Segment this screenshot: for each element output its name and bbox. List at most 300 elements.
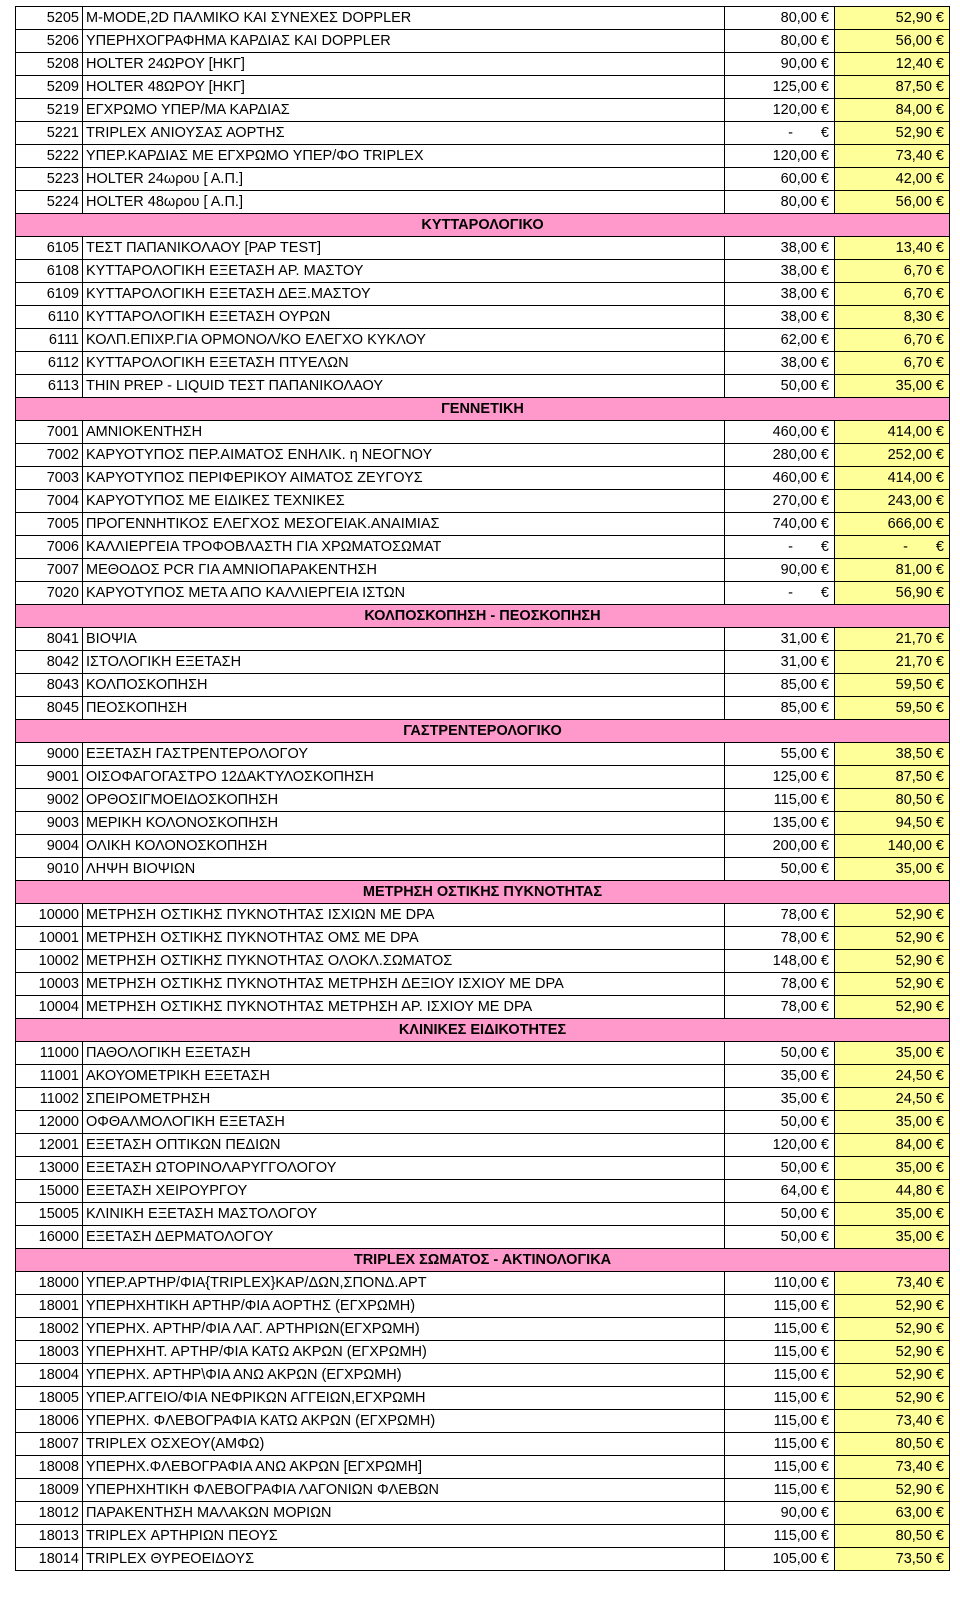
discounted-price-amount: 56,90	[895, 585, 932, 601]
euro-symbol: €	[820, 194, 829, 210]
discounted-price-amount: 81,00	[895, 562, 932, 578]
table-row	[16, 168, 950, 191]
exam-description: ΜΕΤΡΗΣΗ ΟΣΤΙΚΗΣ ΠΥΚΝΟΤΗΤΑΣ ΙΣΧΙΩΝ ΜΕ DPA	[83, 904, 725, 927]
discounted-price-cell	[835, 1134, 950, 1157]
exam-code: 10003	[16, 973, 83, 996]
euro-symbol: €	[820, 125, 829, 141]
table-row	[16, 99, 950, 122]
table-row	[16, 743, 950, 766]
euro-symbol: €	[935, 56, 944, 72]
exam-code: 7004	[16, 490, 83, 513]
list-price-cell	[725, 559, 835, 582]
discounted-price-cell	[835, 812, 950, 835]
discounted-price-amount: 414,00	[887, 424, 932, 440]
table-row	[16, 1157, 950, 1180]
table-row	[16, 789, 950, 812]
exam-description: ΠΑΡΑΚΕΝΤΗΣΗ ΜΑΛΑΚΩΝ ΜΟΡΙΩΝ	[83, 1502, 725, 1525]
exam-description: ΠΑΘΟΛΟΓΙΚΗ ΕΞΕΤΑΣΗ	[83, 1042, 725, 1065]
table-row	[16, 858, 950, 881]
list-price-amount: -	[788, 125, 793, 141]
discounted-price-amount: 52,90	[895, 1390, 932, 1406]
list-price-cell	[725, 329, 835, 352]
list-price-cell	[725, 1525, 835, 1548]
table-row	[16, 53, 950, 76]
euro-symbol: €	[820, 1390, 829, 1406]
euro-symbol: €	[820, 1344, 829, 1360]
exam-description: ΥΠΕΡΗΧ.ΦΛΕΒΟΓΡΑΦΙΑ ΑΝΩ ΑΚΡΩΝ [ΕΓΧΡΩΜΗ]	[83, 1456, 725, 1479]
euro-symbol: €	[935, 1229, 944, 1245]
table-row	[16, 1042, 950, 1065]
euro-symbol: €	[935, 930, 944, 946]
discounted-price-cell	[835, 789, 950, 812]
euro-symbol: €	[820, 953, 829, 969]
euro-symbol: €	[820, 1183, 829, 1199]
discounted-price-cell	[835, 513, 950, 536]
discounted-price-cell	[835, 191, 950, 214]
discounted-price-amount: 52,90	[895, 10, 932, 26]
table-row	[16, 1364, 950, 1387]
euro-symbol: €	[935, 10, 944, 26]
list-price-cell	[725, 444, 835, 467]
exam-description: TRIPLEX ΑΡΤΗΡΙΩΝ ΠΕΟΥΣ	[83, 1525, 725, 1548]
exam-code: 6113	[16, 375, 83, 398]
discounted-price-cell	[835, 122, 950, 145]
list-price-cell	[725, 1548, 835, 1571]
list-price-cell	[725, 1410, 835, 1433]
euro-symbol: €	[820, 1413, 829, 1429]
list-price-cell	[725, 375, 835, 398]
euro-symbol: €	[935, 976, 944, 992]
list-price-cell	[725, 812, 835, 835]
table-row	[16, 1433, 950, 1456]
list-price-cell	[725, 421, 835, 444]
exam-code: 5205	[16, 7, 83, 30]
list-price-cell	[725, 1157, 835, 1180]
euro-symbol: €	[935, 1206, 944, 1222]
discounted-price-cell	[835, 674, 950, 697]
exam-description: ΥΠΕΡΗΧΟΓΡΑΦΗΜΑ ΚΑΡΔΙΑΣ ΚΑΙ DOPPLER	[83, 30, 725, 53]
exam-description: ΚΛΙΝΙΚΗ ΕΞΕΤΑΣΗ ΜΑΣΤΟΛΟΓΟΥ	[83, 1203, 725, 1226]
discounted-price-cell	[835, 1479, 950, 1502]
list-price-cell	[725, 1295, 835, 1318]
table-row	[16, 329, 950, 352]
list-price-cell	[725, 283, 835, 306]
exam-description: ΥΠΕΡ.ΑΓΓΕΙΟ/ΦΙΑ ΝΕΦΡΙΚΩΝ ΑΓΓΕΙΩΝ,ΕΓΧΡΩΜΗ	[83, 1387, 725, 1410]
discounted-price-amount: 56,00	[895, 33, 932, 49]
exam-code: 9010	[16, 858, 83, 881]
euro-symbol: €	[935, 79, 944, 95]
exam-description: ΟΦΘΑΛΜΟΛΟΓΙΚΗ ΕΞΕΤΑΣΗ	[83, 1111, 725, 1134]
discounted-price-amount: 52,90	[895, 1482, 932, 1498]
discounted-price-cell	[835, 7, 950, 30]
exam-code: 6110	[16, 306, 83, 329]
euro-symbol: €	[935, 447, 944, 463]
discounted-price-amount: 52,90	[895, 999, 932, 1015]
discounted-price-cell	[835, 30, 950, 53]
euro-symbol: €	[935, 1183, 944, 1199]
list-price-amount: 38,00	[780, 286, 817, 302]
section-title: ΚΥΤΤΑΡΟΛΟΓΙΚΟ	[16, 214, 950, 237]
table-row	[16, 1111, 950, 1134]
table-row	[16, 1065, 950, 1088]
table-row	[16, 996, 950, 1019]
list-price-amount: 120,00	[772, 1137, 817, 1153]
euro-symbol: €	[820, 286, 829, 302]
list-price-cell	[725, 99, 835, 122]
exam-code: 9003	[16, 812, 83, 835]
euro-symbol: €	[935, 378, 944, 394]
discounted-price-amount: 21,70	[895, 654, 932, 670]
discounted-price-cell	[835, 950, 950, 973]
table-row	[16, 1548, 950, 1571]
list-price-cell	[725, 1456, 835, 1479]
discounted-price-amount: 8,30	[903, 309, 932, 325]
table-row	[16, 927, 950, 950]
euro-symbol: €	[820, 1275, 829, 1291]
list-price-cell	[725, 168, 835, 191]
discounted-price-amount: 35,00	[895, 861, 932, 877]
euro-symbol: €	[820, 332, 829, 348]
euro-symbol: €	[820, 838, 829, 854]
exam-code: 5223	[16, 168, 83, 191]
list-price-amount: 120,00	[772, 102, 817, 118]
euro-symbol: €	[935, 838, 944, 854]
list-price-cell	[725, 352, 835, 375]
table-row	[16, 444, 950, 467]
euro-symbol: €	[935, 1505, 944, 1521]
exam-code: 15000	[16, 1180, 83, 1203]
euro-symbol: €	[935, 286, 944, 302]
exam-description: ΟΡΘΟΣΙΓΜΟΕΙΔΟΣΚΟΠΗΣΗ	[83, 789, 725, 812]
list-price-amount: 80,00	[780, 194, 817, 210]
exam-description: ΟΛΙΚΗ ΚΟΛΟΝΟΣΚΟΠΗΣΗ	[83, 835, 725, 858]
euro-symbol: €	[820, 1045, 829, 1061]
list-price-amount: 148,00	[772, 953, 817, 969]
discounted-price-cell	[835, 53, 950, 76]
discounted-price-amount: 80,50	[895, 1436, 932, 1452]
section-header-row	[16, 1019, 950, 1042]
euro-symbol: €	[820, 585, 829, 601]
list-price-cell	[725, 1479, 835, 1502]
discounted-price-amount: 6,70	[903, 355, 932, 371]
exam-description: HOLTER 48ωρου [ Α.Π.]	[83, 191, 725, 214]
list-price-cell	[725, 1318, 835, 1341]
euro-symbol: €	[820, 1091, 829, 1107]
list-price-amount: 62,00	[780, 332, 817, 348]
exam-description: ΜΕΡΙΚΗ ΚΟΛΟΝΟΣΚΟΠΗΣΗ	[83, 812, 725, 835]
discounted-price-cell	[835, 1341, 950, 1364]
exam-description: ΚΥΤΤΑΡΟΛΟΓΙΚΗ ΕΞΕΤΑΣΗ ΠΤΥΕΛΩΝ	[83, 352, 725, 375]
table-row	[16, 260, 950, 283]
discounted-price-amount: 84,00	[895, 1137, 932, 1153]
euro-symbol: €	[935, 907, 944, 923]
discounted-price-cell	[835, 766, 950, 789]
discounted-price-cell	[835, 536, 950, 559]
discounted-price-cell	[835, 1295, 950, 1318]
euro-symbol: €	[820, 539, 829, 555]
euro-symbol: €	[820, 355, 829, 371]
discounted-price-amount: 52,90	[895, 125, 932, 141]
table-row	[16, 1410, 950, 1433]
list-price-amount: 115,00	[773, 1528, 817, 1544]
euro-symbol: €	[935, 1344, 944, 1360]
euro-symbol: €	[820, 171, 829, 187]
list-price-cell	[725, 927, 835, 950]
exam-description: ΚΥΤΤΑΡΟΛΟΓΙΚΗ ΕΞΕΤΑΣΗ ΑΡ. ΜΑΣΤΟΥ	[83, 260, 725, 283]
list-price-cell	[725, 513, 835, 536]
discounted-price-amount: 13,40	[895, 240, 932, 256]
list-price-cell	[725, 1134, 835, 1157]
discounted-price-cell	[835, 582, 950, 605]
exam-code: 6108	[16, 260, 83, 283]
table-row	[16, 1272, 950, 1295]
discounted-price-cell	[835, 237, 950, 260]
exam-description: ΕΞΕΤΑΣΗ ΓΑΣΤΡΕΝΤΕΡΟΛΟΓΟΥ	[83, 743, 725, 766]
list-price-amount: 115,00	[773, 1436, 817, 1452]
exam-code: 15005	[16, 1203, 83, 1226]
discounted-price-cell	[835, 1318, 950, 1341]
discounted-price-cell	[835, 306, 950, 329]
euro-symbol: €	[935, 1413, 944, 1429]
discounted-price-amount: 35,00	[895, 1229, 932, 1245]
euro-symbol: €	[820, 10, 829, 26]
discounted-price-cell	[835, 375, 950, 398]
discounted-price-amount: 73,40	[895, 1275, 932, 1291]
exam-code: 6105	[16, 237, 83, 260]
euro-symbol: €	[935, 240, 944, 256]
euro-symbol: €	[820, 1367, 829, 1383]
table-row	[16, 122, 950, 145]
list-price-amount: 38,00	[780, 263, 817, 279]
exam-description: ΥΠΕΡ.ΚΑΡΔΙΑΣ ΜΕ ΕΓΧΡΩΜΟ ΥΠΕΡ/ΦΟ TRIPLEX	[83, 145, 725, 168]
exam-code: 18006	[16, 1410, 83, 1433]
list-price-cell	[725, 973, 835, 996]
list-price-cell	[725, 1433, 835, 1456]
table-row	[16, 1502, 950, 1525]
euro-symbol: €	[935, 171, 944, 187]
list-price-amount: 50,00	[780, 1206, 817, 1222]
discounted-price-cell	[835, 973, 950, 996]
exam-description: ΑΜΝΙΟΚΕΝΤΗΣΗ	[83, 421, 725, 444]
list-price-amount: 90,00	[780, 56, 817, 72]
exam-code: 12001	[16, 1134, 83, 1157]
exam-description: ΜΕΤΡΗΣΗ ΟΣΤΙΚΗΣ ΠΥΚΝΟΤΗΤΑΣ ΜΕΤΡΗΣΗ ΑΡ. ΙΣΧΙΟΥ ΜΕ DPA	[83, 996, 725, 1019]
discounted-price-amount: 87,50	[895, 769, 932, 785]
euro-symbol: €	[935, 1528, 944, 1544]
discounted-price-amount: 52,90	[895, 976, 932, 992]
euro-symbol: €	[935, 1551, 944, 1567]
euro-symbol: €	[935, 1321, 944, 1337]
euro-symbol: €	[935, 33, 944, 49]
euro-symbol: €	[820, 263, 829, 279]
discounted-price-cell	[835, 467, 950, 490]
list-price-amount: 78,00	[780, 907, 817, 923]
exam-description: ΜΕΤΡΗΣΗ ΟΣΤΙΚΗΣ ΠΥΚΝΟΤΗΤΑΣ ΟΛΟΚΛ.ΣΩΜΑΤΟΣ	[83, 950, 725, 973]
table-row	[16, 1295, 950, 1318]
exam-code: 8042	[16, 651, 83, 674]
table-row	[16, 766, 950, 789]
discounted-price-cell	[835, 1203, 950, 1226]
exam-code: 10001	[16, 927, 83, 950]
list-price-amount: 115,00	[773, 1321, 817, 1337]
discounted-price-amount: 84,00	[895, 102, 932, 118]
discounted-price-amount: 6,70	[903, 332, 932, 348]
exam-description: HOLTER 24ωρου [ Α.Π.]	[83, 168, 725, 191]
exam-code: 5224	[16, 191, 83, 214]
euro-symbol: €	[820, 631, 829, 647]
table-row	[16, 1180, 950, 1203]
exam-code: 9001	[16, 766, 83, 789]
exam-description: ΕΓΧΡΩΜΟ ΥΠΕΡ/ΜΑ ΚΑΡΔΙΑΣ	[83, 99, 725, 122]
list-price-cell	[725, 582, 835, 605]
exam-description: HOLTER 48ΩΡΟΥ [ΗΚΓ]	[83, 76, 725, 99]
list-price-amount: 50,00	[780, 1114, 817, 1130]
exam-code: 18013	[16, 1525, 83, 1548]
section-header-row	[16, 881, 950, 904]
exam-description: ΥΠΕΡ.ΑΡΤΗΡ/ΦΙΑ{TRIPLEX}ΚΑΡ/ΔΩΝ,ΣΠΟΝΔ.ΑΡΤ	[83, 1272, 725, 1295]
table-row	[16, 1088, 950, 1111]
euro-symbol: €	[820, 148, 829, 164]
list-price-cell	[725, 260, 835, 283]
table-row	[16, 1226, 950, 1249]
discounted-price-cell	[835, 1042, 950, 1065]
discounted-price-amount: 80,50	[895, 792, 932, 808]
discounted-price-amount: 94,50	[895, 815, 932, 831]
table-row	[16, 1341, 950, 1364]
exam-code: 5208	[16, 53, 83, 76]
list-price-cell	[725, 789, 835, 812]
discounted-price-amount: 73,40	[895, 148, 932, 164]
section-header-row	[16, 1249, 950, 1272]
list-price-amount: 85,00	[780, 677, 817, 693]
list-price-amount: 50,00	[780, 1045, 817, 1061]
exam-description: ΜΕΤΡΗΣΗ ΟΣΤΙΚΗΣ ΠΥΚΝΟΤΗΤΑΣ ΜΕΤΡΗΣΗ ΔΕΞΙΟΥ ΙΣΧΙΟΥ ΜΕ DPA	[83, 973, 725, 996]
exam-description: ΚΟΛΠΟΣΚΟΠΗΣΗ	[83, 674, 725, 697]
discounted-price-amount: 35,00	[895, 1160, 932, 1176]
euro-symbol: €	[820, 1459, 829, 1475]
list-price-amount: 135,00	[772, 815, 817, 831]
discounted-price-cell	[835, 1364, 950, 1387]
table-row	[16, 467, 950, 490]
list-price-cell	[725, 835, 835, 858]
exam-code: 6111	[16, 329, 83, 352]
euro-symbol: €	[935, 1298, 944, 1314]
euro-symbol: €	[935, 309, 944, 325]
euro-symbol: €	[935, 1114, 944, 1130]
exam-code: 9004	[16, 835, 83, 858]
exam-code: 18014	[16, 1548, 83, 1571]
euro-symbol: €	[935, 1045, 944, 1061]
euro-symbol: €	[935, 1367, 944, 1383]
list-price-amount: 280,00	[772, 447, 817, 463]
exam-description: ΚΑΡΥΟΤΥΠΟΣ ΜΕΤΑ ΑΠΟ ΚΑΛΛΙΕΡΓΕΙΑ ΙΣΤΩΝ	[83, 582, 725, 605]
euro-symbol: €	[820, 654, 829, 670]
table-row	[16, 582, 950, 605]
list-price-amount: 80,00	[780, 10, 817, 26]
exam-description: ΤΕΣΤ ΠΑΠΑΝΙΚΟΛΑΟΥ [PAP TEST]	[83, 237, 725, 260]
discounted-price-amount: 52,90	[895, 1344, 932, 1360]
discounted-price-cell	[835, 1456, 950, 1479]
list-price-cell	[725, 697, 835, 720]
exam-code: 9000	[16, 743, 83, 766]
exam-code: 10002	[16, 950, 83, 973]
discounted-price-amount: 56,00	[895, 194, 932, 210]
list-price-cell	[725, 1088, 835, 1111]
euro-symbol: €	[820, 1229, 829, 1245]
exam-code: 18001	[16, 1295, 83, 1318]
list-price-cell	[725, 53, 835, 76]
discounted-price-cell	[835, 743, 950, 766]
euro-symbol: €	[935, 470, 944, 486]
discounted-price-amount: 73,40	[895, 1459, 932, 1475]
discounted-price-cell	[835, 927, 950, 950]
exam-description: ΑΚΟΥΟΜΕΤΡΙΚΗ ΕΞΕΤΑΣΗ	[83, 1065, 725, 1088]
exam-code: 13000	[16, 1157, 83, 1180]
list-price-amount: 31,00	[780, 654, 817, 670]
exam-description: ΚΑΡΥΟΤΥΠΟΣ ΜΕ ΕΙΔΙΚΕΣ ΤΕΧΝΙΚΕΣ	[83, 490, 725, 513]
discounted-price-cell	[835, 145, 950, 168]
exam-description: ΕΞΕΤΑΣΗ ΧΕΙΡΟΥΡΓΟΥ	[83, 1180, 725, 1203]
list-price-amount: 78,00	[780, 976, 817, 992]
table-row	[16, 283, 950, 306]
exam-code: 5209	[16, 76, 83, 99]
euro-symbol: €	[935, 815, 944, 831]
exam-code: 11002	[16, 1088, 83, 1111]
euro-symbol: €	[820, 424, 829, 440]
discounted-price-amount: 140,00	[887, 838, 932, 854]
euro-symbol: €	[820, 1137, 829, 1153]
euro-symbol: €	[820, 493, 829, 509]
discounted-price-cell	[835, 99, 950, 122]
discounted-price-cell	[835, 329, 950, 352]
discounted-price-cell	[835, 1410, 950, 1433]
exam-code: 11000	[16, 1042, 83, 1065]
list-price-cell	[725, 306, 835, 329]
exam-description: THIN PREP - LIQUID ΤΕΣΤ ΠΑΠΑΝΙΚΟΛΑΟΥ	[83, 375, 725, 398]
exam-code: 5221	[16, 122, 83, 145]
section-title: ΚΟΛΠΟΣΚΟΠΗΣΗ - ΠΕΟΣΚΟΠΗΣΗ	[16, 605, 950, 628]
exam-code: 18000	[16, 1272, 83, 1295]
euro-symbol: €	[820, 677, 829, 693]
exam-code: 18008	[16, 1456, 83, 1479]
euro-symbol: €	[935, 516, 944, 532]
list-price-amount: 115,00	[773, 1413, 817, 1429]
exam-code: 10004	[16, 996, 83, 1019]
list-price-amount: 115,00	[773, 1482, 817, 1498]
list-price-cell	[725, 1226, 835, 1249]
discounted-price-cell	[835, 1065, 950, 1088]
discounted-price-cell	[835, 858, 950, 881]
exam-code: 5222	[16, 145, 83, 168]
discounted-price-cell	[835, 1502, 950, 1525]
exam-description: ΥΠΕΡΗΧΗΤΙΚΗ ΦΛΕΒΟΓΡΑΦΙΑ ΛΑΓΟΝΙΩΝ ΦΛΕΒΩΝ	[83, 1479, 725, 1502]
table-row	[16, 30, 950, 53]
list-price-amount: 60,00	[780, 171, 817, 187]
list-price-amount: 200,00	[772, 838, 817, 854]
exam-description: ΕΞΕΤΑΣΗ ΔΕΡΜΑΤΟΛΟΓΟΥ	[83, 1226, 725, 1249]
euro-symbol: €	[820, 470, 829, 486]
section-title: ΚΛΙΝΙΚΕΣ ΕΙΔΙΚΟΤΗΤΕΣ	[16, 1019, 950, 1042]
list-price-amount: 50,00	[780, 1229, 817, 1245]
euro-symbol: €	[820, 861, 829, 877]
table-row	[16, 1134, 950, 1157]
list-price-amount: -	[788, 585, 793, 601]
list-price-cell	[725, 145, 835, 168]
euro-symbol: €	[935, 125, 944, 141]
euro-symbol: €	[935, 102, 944, 118]
exam-description: ΚΑΡΥΟΤΥΠΟΣ ΠΕΡ.ΑΙΜΑΤΟΣ ΕΝΗΛΙΚ. η ΝΕΟΓΝΟΥ	[83, 444, 725, 467]
discounted-price-cell	[835, 76, 950, 99]
